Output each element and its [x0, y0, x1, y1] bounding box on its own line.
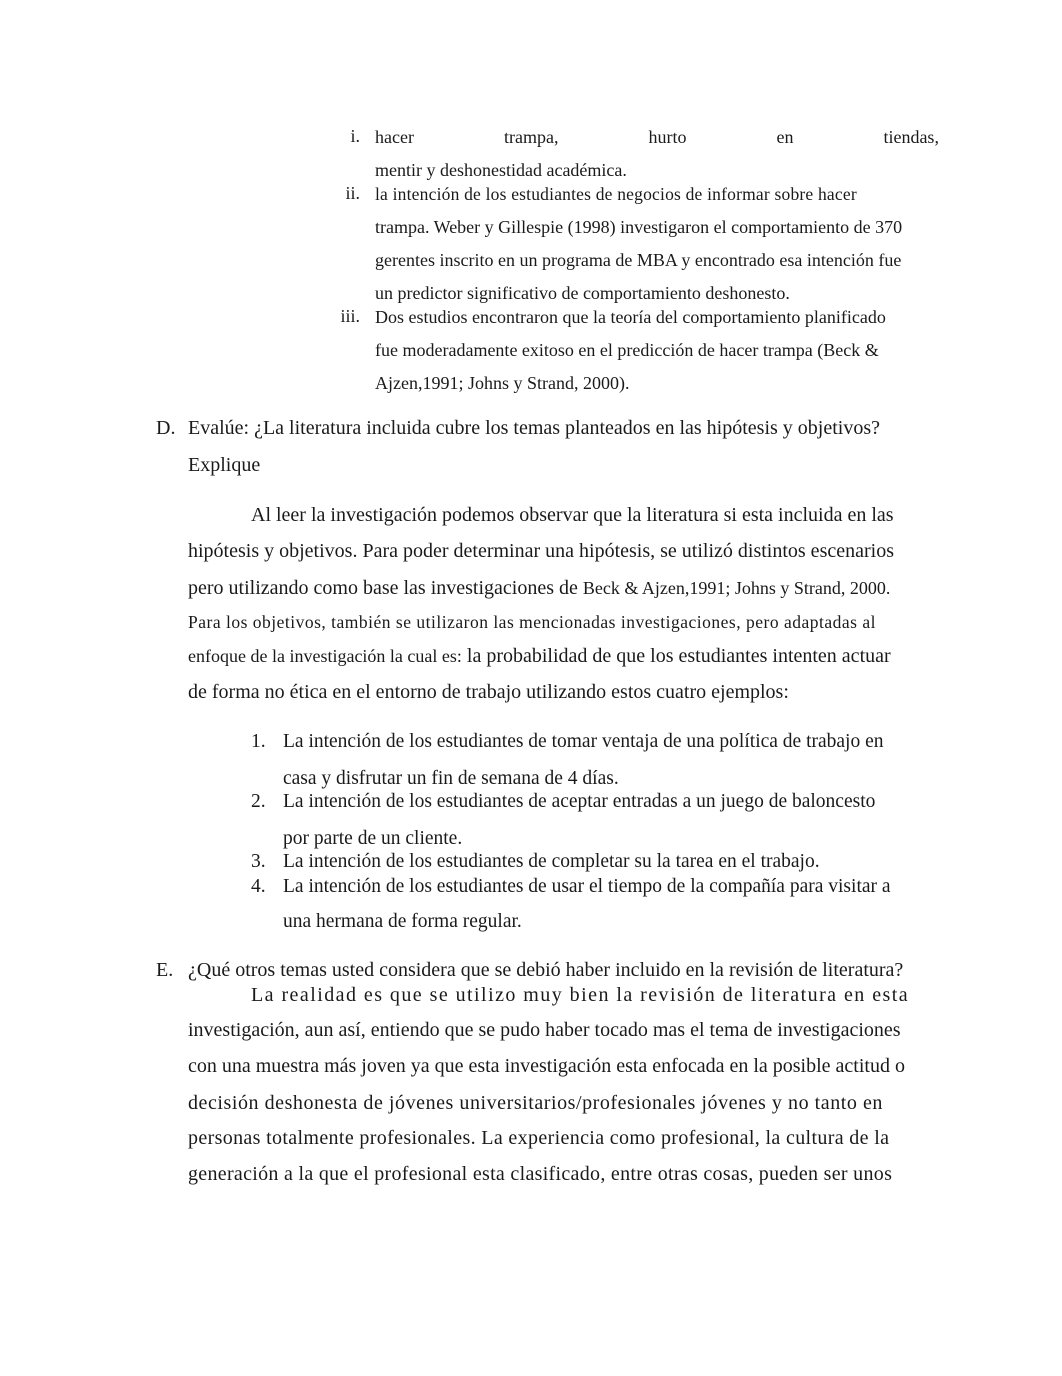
section-e-label: E.	[156, 959, 174, 981]
section-e-answer-line-4: decisión deshonesta de jóvenes universitarios/profesionales jóvenes y no tanto en	[188, 1092, 883, 1114]
roman-item-ii-line-3: gerentes inscrito en un programa de MBA y encontrado esa intención fue	[375, 250, 902, 270]
section-d-question-line-1: Evalúe: ¿La literatura incluida cubre los temas planteados en las hipótesis y objetivos?	[188, 417, 881, 439]
roman-item-ii-line-4: un predictor significativo de comportamiento deshonesto.	[375, 283, 790, 303]
section-e-question: ¿Qué otros temas usted considera que se debió haber incluido en la revisión de literatura?	[188, 959, 904, 981]
section-d-answer-line-3	[188, 577, 890, 600]
example-3-line-1: La intención de los estudiantes de completar su la tarea en el trabajo.	[283, 851, 820, 872]
roman-item-i-line-1	[375, 127, 939, 148]
example-marker-3: 3.	[251, 851, 266, 872]
answer-text: la probabilidad de que los estudiantes intenten actuar	[466, 645, 891, 667]
example-1-line-1: La intención de los estudiantes de tomar ventaja de una política de trabajo en	[283, 731, 884, 752]
section-d-answer-line-1: Al leer la investigación podemos observar que la literatura si esta incluida en las	[251, 504, 894, 526]
section-d-question-line-2: Explique	[188, 454, 261, 476]
word: hacer	[375, 127, 414, 147]
word: trampa,	[503, 127, 559, 147]
answer-text: pero utilizando como base las investigaciones de	[188, 577, 578, 599]
roman-item-iii-line-3: Ajzen,1991; Johns y Strand, 2000).	[375, 373, 630, 393]
example-2-line-1: La intención de los estudiantes de aceptar entradas a un juego de baloncesto	[283, 791, 876, 812]
roman-item-ii-line-2: trampa. Weber y Gillespie (1998) investigaron el comportamiento de 370	[375, 217, 903, 237]
section-d-label: D.	[156, 417, 176, 439]
section-e-answer-line-1: La realidad es que se utilizo muy bien la revisión de literatura en esta	[251, 984, 910, 1006]
list-marker-iii: iii.	[340, 306, 360, 326]
section-e-answer-line-6: generación a la que el profesional esta clasificado, entre otras cosas, pueden ser unos	[188, 1163, 893, 1185]
section-e-answer-line-5: personas totalmente profesionales. La experiencia como profesional, la cultura de la	[188, 1127, 890, 1149]
section-d-answer-line-6: de forma no ética en el entorno de trabajo utilizando estos cuatro ejemplos:	[188, 681, 789, 703]
word: tiendas,	[883, 127, 939, 147]
example-marker-1: 1.	[251, 731, 266, 752]
example-2-line-2: por parte de un cliente.	[283, 828, 463, 849]
list-marker-i: i.	[350, 126, 360, 146]
word: hurto	[648, 127, 687, 147]
example-4-line-2: una hermana de forma regular.	[283, 911, 522, 932]
section-d-answer-line-2: hipótesis y objetivos. Para poder determinar una hipótesis, se utilizó distintos escenarios	[188, 540, 894, 562]
roman-item-i-line-2: mentir y deshonestidad académica.	[375, 160, 627, 180]
roman-item-iii-line-1: Dos estudios encontraron que la teoría del comportamiento planificado	[375, 307, 886, 327]
example-1-line-2: casa y disfrutar un fin de semana de 4 días.	[283, 768, 619, 789]
example-marker-2: 2.	[251, 791, 266, 812]
roman-item-ii-line-1: la intención de los estudiantes de negocios de informar sobre hacer	[375, 184, 857, 204]
word: en	[776, 127, 794, 147]
section-e-answer-line-3: con una muestra más joven ya que esta investigación esta enfocada en la posible actitud o	[188, 1055, 905, 1077]
section-d-answer-line-5	[188, 645, 891, 668]
citation: Beck & Ajzen,1991; Johns y Strand, 2000.	[582, 578, 891, 598]
example-marker-4: 4.	[251, 876, 266, 897]
roman-item-iii-line-2: fue moderadamente exitoso en el predicción de hacer trampa (Beck &	[375, 340, 879, 360]
section-d-answer-line-4: Para los objetivos, también se utilizaron las mencionadas investigaciones, pero adaptadas al	[188, 612, 876, 632]
section-e-answer-line-2: investigación, aun así, entiendo que se pudo haber tocado mas el tema de investigaciones	[188, 1019, 901, 1041]
list-marker-ii: ii.	[345, 183, 360, 203]
example-4-line-1: La intención de los estudiantes de usar el tiempo de la compañía para visitar a	[283, 876, 891, 897]
answer-text-small: enfoque de la investigación la cual es:	[188, 646, 462, 666]
